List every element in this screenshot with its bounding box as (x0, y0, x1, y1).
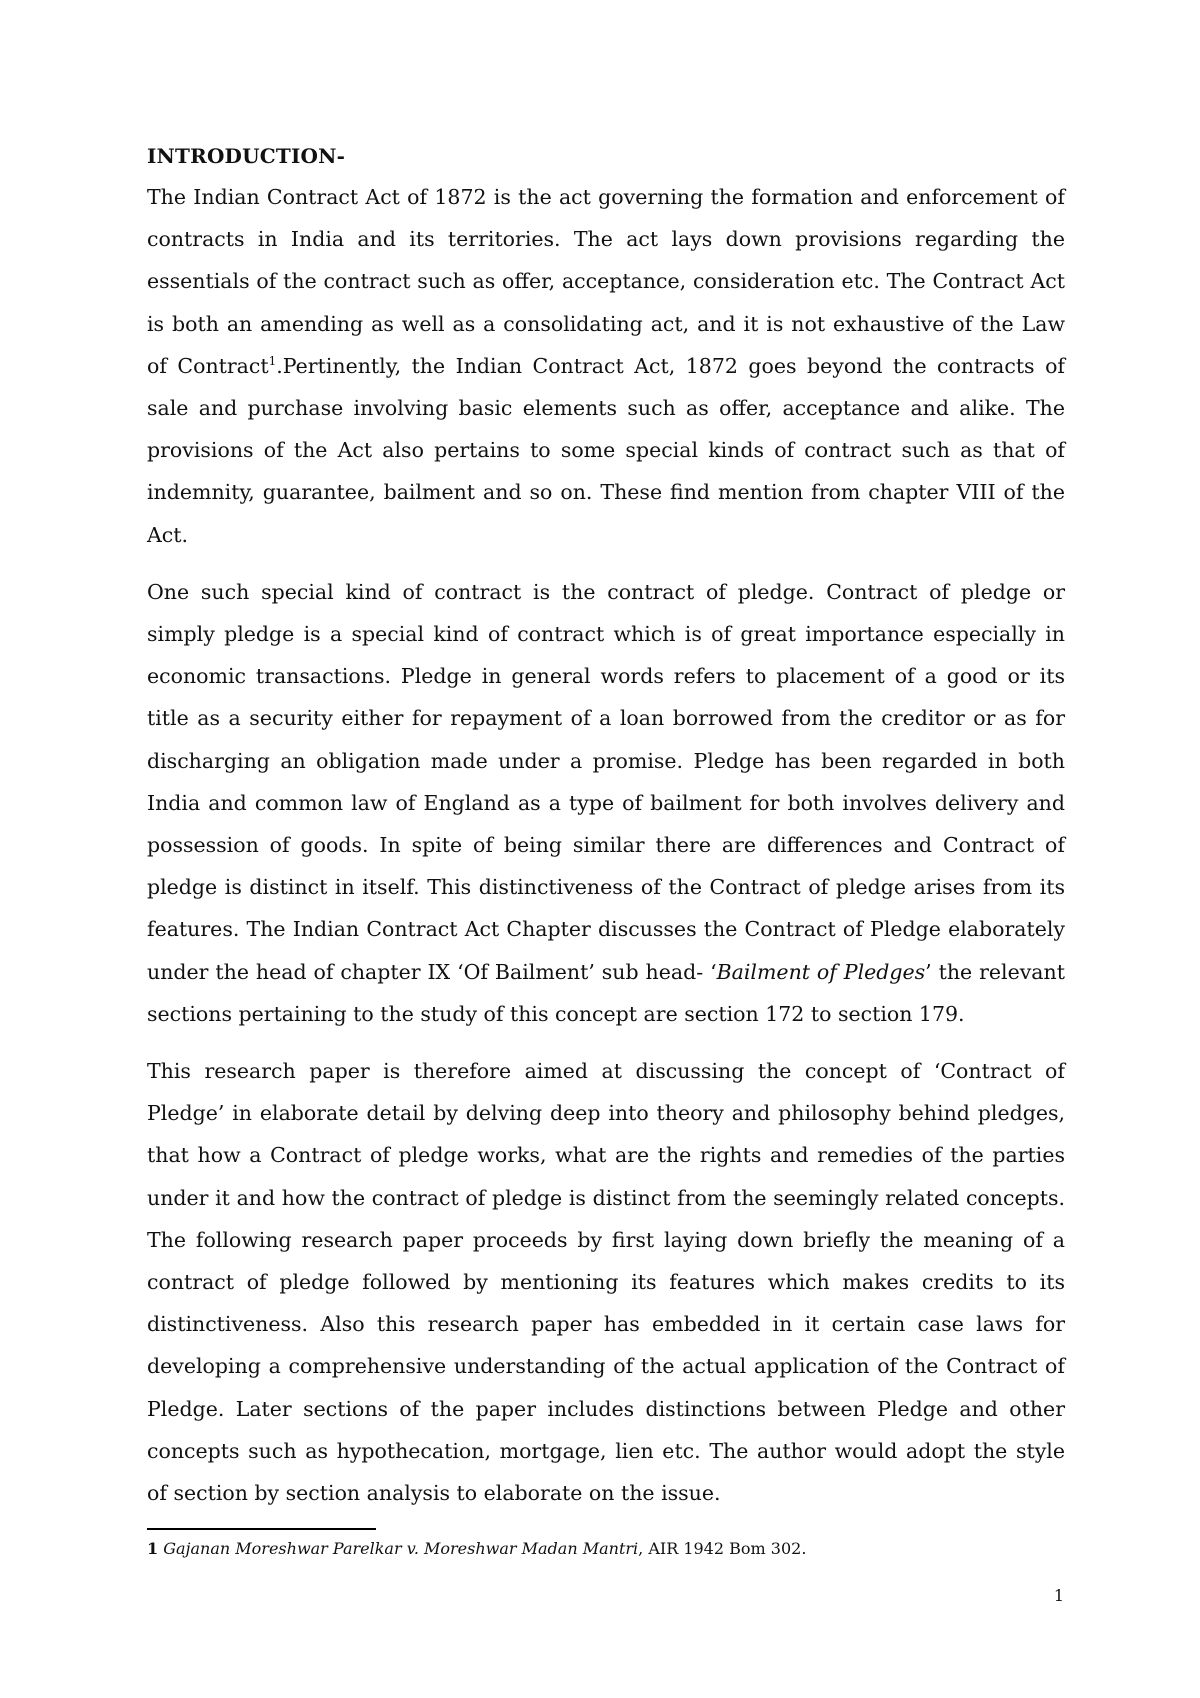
paragraph-2 (147, 571, 1065, 1035)
footnote-number: 1 (147, 1539, 159, 1558)
footnote-separator (147, 1528, 376, 1530)
paragraph-2-italic-title: Bailment of Pledges (716, 959, 926, 984)
paragraph-1 (147, 176, 1065, 556)
footnote-reference[interactable]: 1 (268, 353, 277, 368)
paragraph-1-text-a: The Indian Contract Act of 1872 is the act governing the formation and enforcement of contracts in India and its territories. The act lays down provisions regarding the essentials of the contract such as offer, acceptance, consideration etc. The Contract Act is both an amending as well as a consolidating act, and it is not exhaustive of the Law of Contract (147, 185, 1065, 378)
paragraph-2-text-b: ’ the relevant sections pertaining to the study of this concept are section 172 to section 179. (147, 959, 1065, 1026)
section-heading: INTRODUCTION- (147, 144, 346, 168)
paragraph-3: This research paper is therefore aimed at discussing the concept of ‘Contract of Pledge’ in elaborate detail by delving deep into theory and philosophy behind pledges, that how a Contract of pledge works, what are the rights and remedies of the parties under it and how the contract of pledge is distinct from the seemingly related concepts. The following research paper proceeds by first laying down briefly the meaning of a contract of pledge followed by mentioning its features which makes credits to its distinctiveness. Also this research paper has embedded in it certain case laws for developing a comprehensive understanding of the actual application of the Contract of Pledge. Later sections of the paper includes distinctions between Pledge and other concepts such as hypothecation, mortgage, lien etc. The author would adopt the style of section by section analysis to elaborate on the issue. (147, 1059, 1065, 1506)
footnote-case-name: Gajanan Moreshwar Parelkar v. Moreshwar Madan Mantri (163, 1539, 639, 1558)
paragraph-2-text-a: One such special kind of contract is the contract of pledge. Contract of pledge or simply pledge is a special kind of contract which is of great importance especially in economic transactions. Pledge in general words refers to placement of a good or its title as a security either for repayment of a loan borrowed from the creditor or as for discharging an obligation made under a promise. Pledge has been regarded in both India and common law of England as a type of bailment for both involves delivery and possession of goods. In spite of being similar there are differences and Contract of pledge is distinct in itself. This distinctiveness of the Contract of pledge arises from its features. The Indian Contract Act Chapter discusses the Contract of Pledge elaborately under the head of chapter IX ‘Of Bailment’ sub head- ‘ (147, 579, 1065, 984)
page-number: 1 (1053, 1586, 1064, 1605)
footnote (147, 1538, 1065, 1560)
document-body (147, 142, 1065, 1514)
paragraph-1-text-b: .Pertinently, the Indian Contract Act, 1872 goes beyond the contracts of sale and purchase involving basic elements such as offer, acceptance and alike. The provisions of the Act also pertains to some special kinds of contract such as that of indemnity, guarantee, bailment and so on. These find mention from chapter VIII of the Act. (147, 353, 1065, 547)
footnote-citation: , AIR 1942 Bom 302. (638, 1539, 807, 1558)
